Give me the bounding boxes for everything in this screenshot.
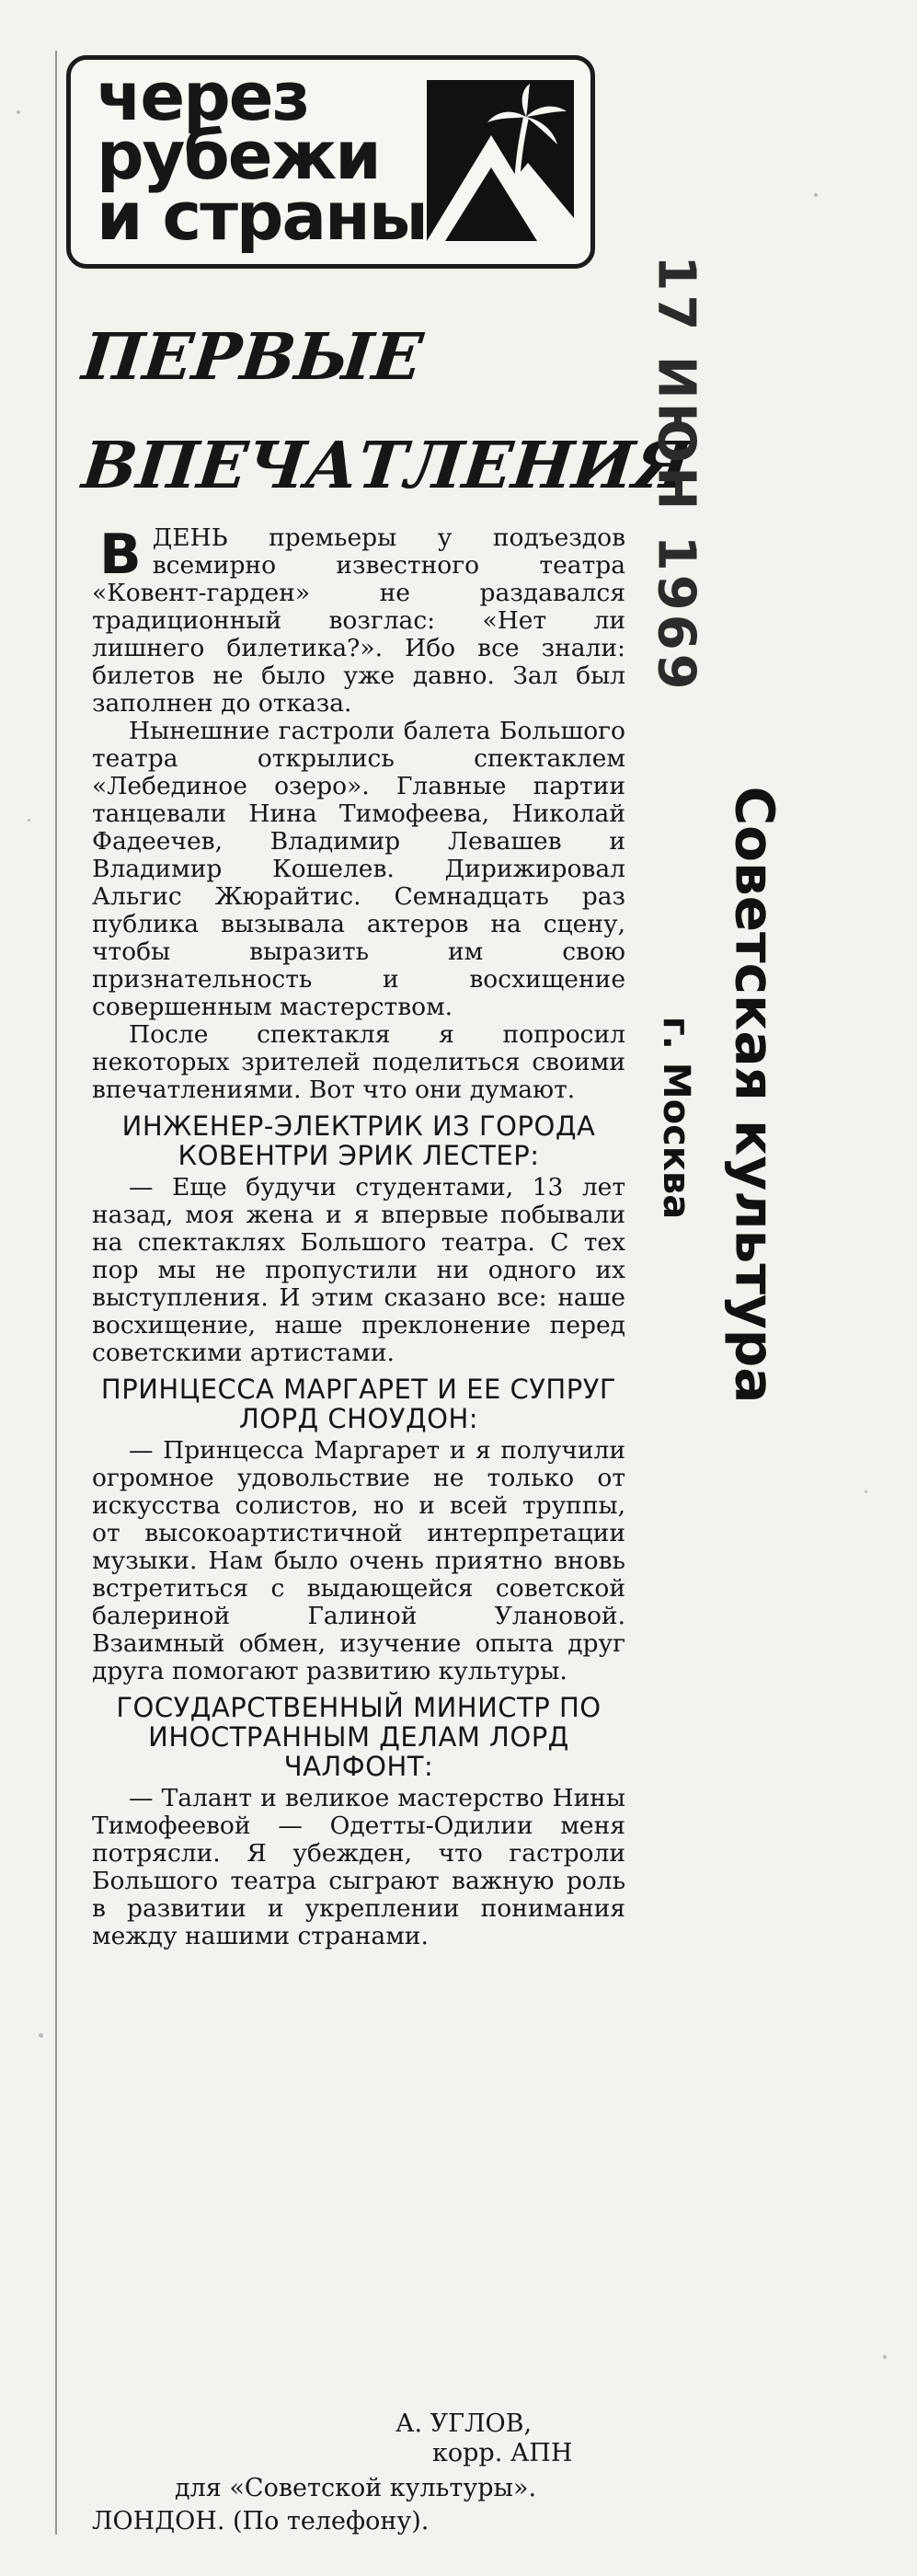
- article-title-line-1: ПЕРВЫЕ: [78, 318, 427, 395]
- print-speck: [17, 110, 20, 114]
- source-city-text: г. Москва: [655, 1016, 697, 1220]
- paragraph-3: После спектакля я попросил некоторых зрителей поделиться своими впечатлениями. Вот что они думают.: [92, 1020, 625, 1104]
- source-paper-stamp: [717, 786, 791, 1404]
- author-for: для «Советской культуры».: [175, 2474, 537, 2502]
- quote-2: — Принцесса Маргарет и я получили огромное удовольствие не только от искусства солистов, но и всей труппы, от высокоартистичной интерпретации музыки. Нам было очень приятно вновь встретиться с выдающейся советской балериной Галиной Улановой. Взаимный обмен, изучение опыта друг друга помогают развитию культуры.: [92, 1436, 625, 1685]
- print-speck: [39, 2033, 43, 2038]
- article-title-line-2: ВПЕЧАТЛЕНИЯ: [78, 427, 695, 503]
- date-stamp-text: 17 ИЮН 1969: [646, 254, 706, 694]
- source-paper-text: Советская культура: [723, 786, 786, 1404]
- print-speck: [865, 1490, 867, 1493]
- print-speck: [814, 193, 818, 197]
- print-speck: [28, 819, 30, 822]
- paragraph-2: Нынешние гастроли балета Большого театра открылись спектаклем «Лебединое озеро». Главные партии танцевали Нина Тимофеева, Николай Фадеечев, Владимир Левашев и Владимир Кошелев. Дирижировал Альгис Жюрайтис. Семнадцать раз публика вызывала актеров на сцену, чтобы выразить им свою признательность и восхищение совершенным мастерством.: [92, 717, 625, 1021]
- clipping-border: [55, 51, 57, 2535]
- source-city-stamp: [648, 1016, 704, 1220]
- article-body: [92, 524, 625, 1950]
- author-role: корр. АПН: [432, 2439, 573, 2467]
- date-stamp: [646, 254, 706, 694]
- quote-1: — Еще будучи студентами, 13 лет назад, моя жена и я впервые побывали на спектаклях Большого театра. С тех пор мы не пропустили ни одного их выступления. И этим сказано все: наше восхищение, наше преклонение перед советскими артистами.: [92, 1173, 625, 1367]
- quote-3: — Талант и великое мастерство Нины Тимофеевой — Одетты-Одилии меня потрясли. Я убежден, что гастроли Большого театра сыграют важную роль в развитии и укреплении понимания между нашими странами.: [92, 1784, 625, 1950]
- lead-paragraph: [92, 524, 625, 718]
- drop-cap: В: [99, 523, 142, 587]
- palm-mountain-icon: [427, 80, 574, 241]
- speaker-heading-1: ИНЖЕНЕР-ЭЛЕКТРИК ИЗ ГОРОДА КОВЕНТРИ ЭРИК ЛЕСТЕР:: [121, 1110, 596, 1171]
- author-name: А. УГЛОВ,: [395, 2409, 533, 2438]
- speaker-heading-3: ГОСУДАРСТВЕННЫЙ МИНИСТР ПО ИНОСТРАННЫМ ДЕЛАМ ЛОРД ЧАЛФОНТ:: [116, 1692, 602, 1782]
- rubric-header: [66, 55, 595, 269]
- print-speck: [883, 2355, 887, 2359]
- dateline: ЛОНДОН. (По телефону).: [92, 2507, 430, 2536]
- lead-paragraph-text: ДЕНЬ премьеры у подъездов всемирно известного театра «Ковент-гарден» не раздавался традиционный возглас: «Нет ли лишнего билетика?». Ибо все знали: билетов не было уже давно. Зал был заполнен до отказа.: [92, 523, 625, 718]
- rubric-line-1: через: [97, 58, 309, 135]
- rubric-line-3: и страны: [97, 178, 427, 255]
- speaker-heading-2: ПРИНЦЕССА МАРГАРЕТ И ЕЕ СУПРУГ ЛОРД СНОУДОН:: [100, 1374, 617, 1434]
- rubric-line-2: рубежи: [97, 117, 380, 194]
